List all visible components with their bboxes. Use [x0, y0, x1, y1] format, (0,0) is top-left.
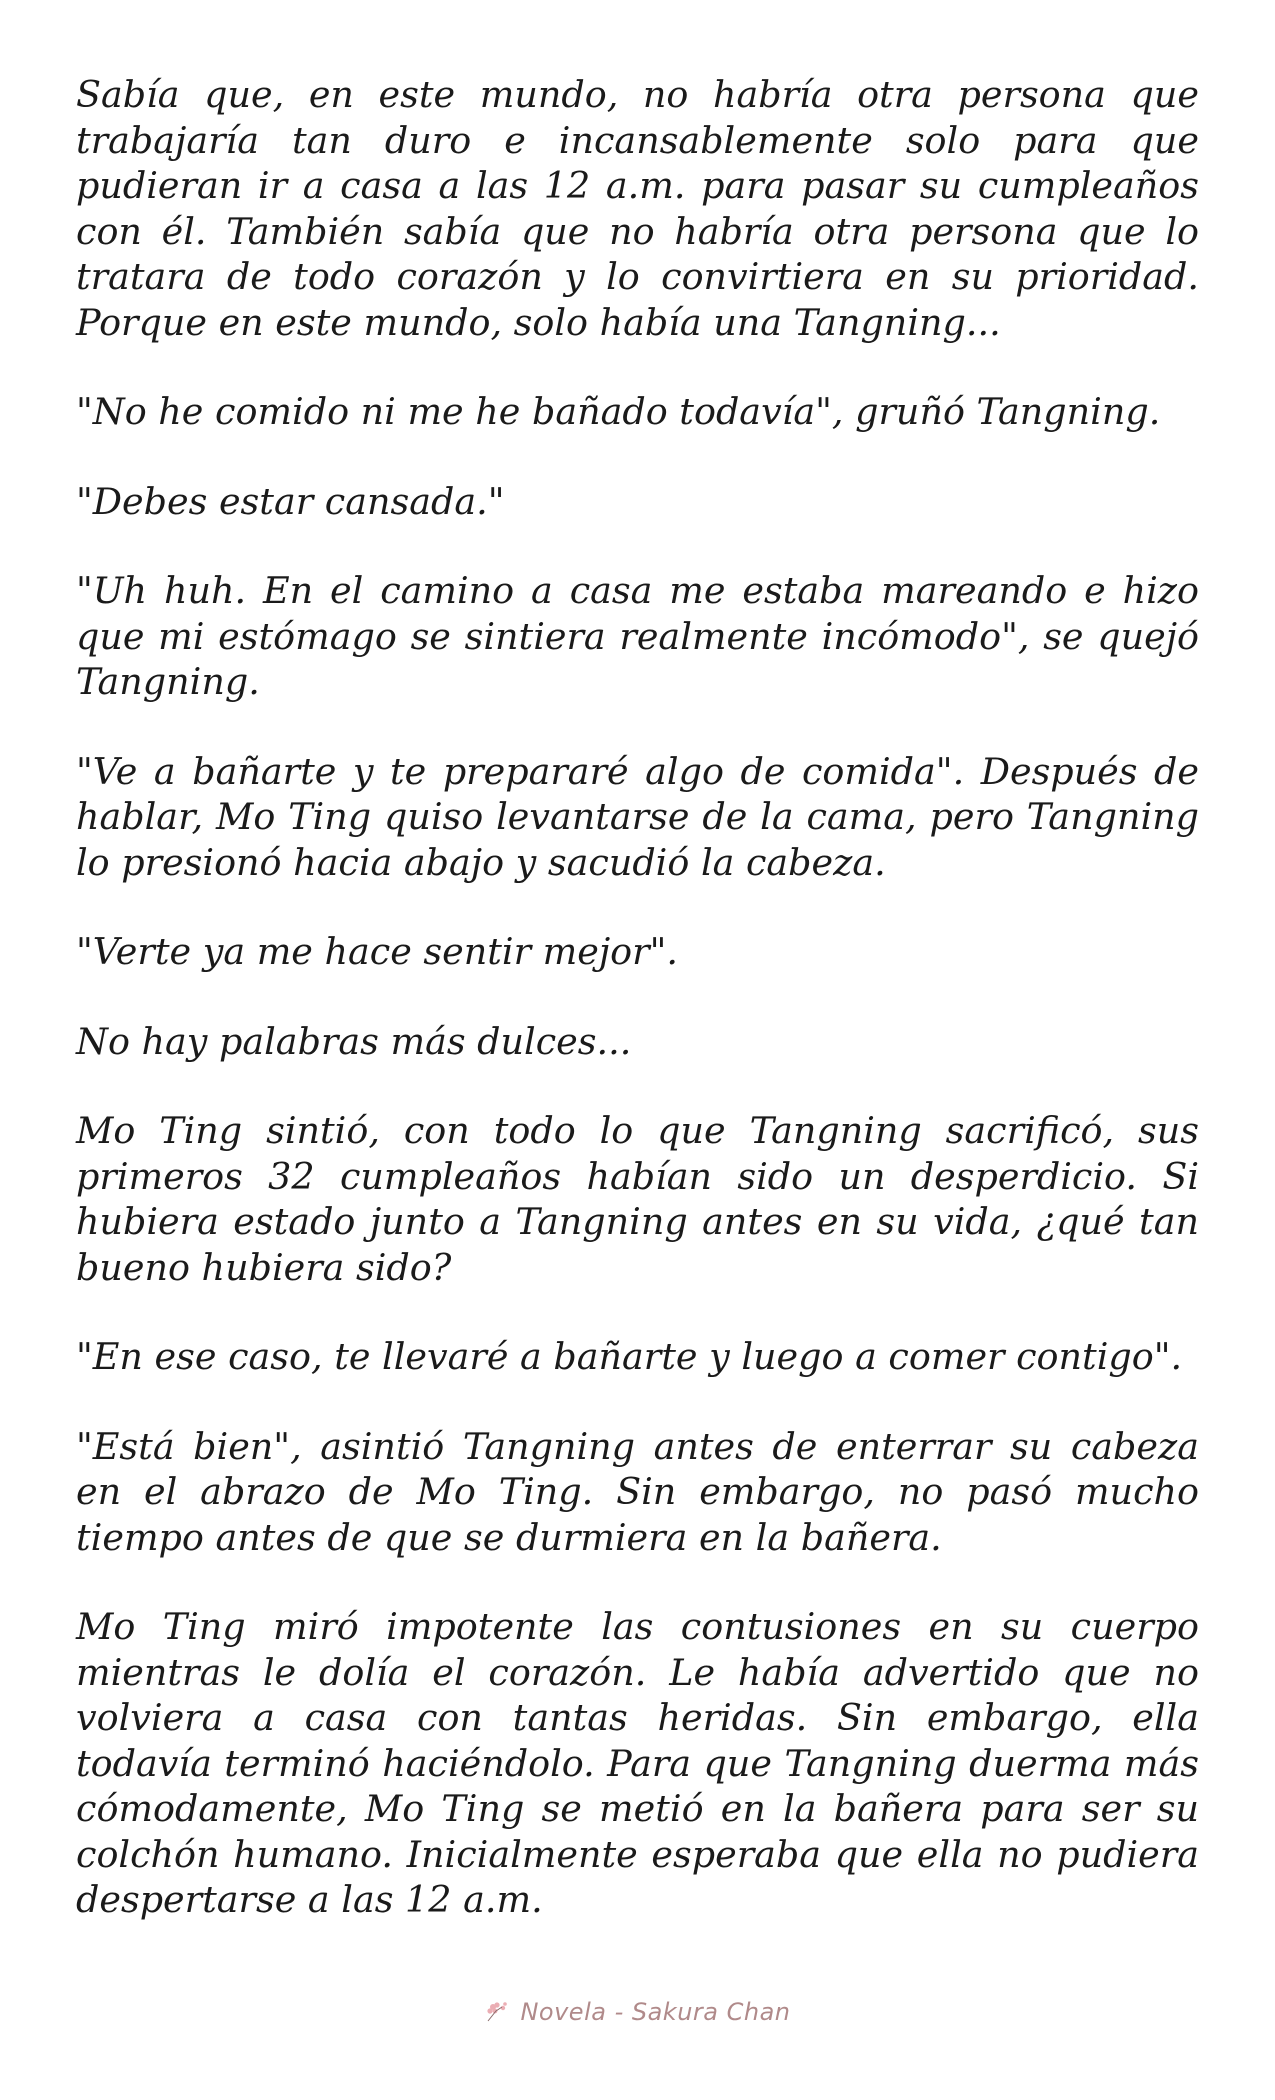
paragraph: Mo Ting miró impotente las contusiones en su cuerpo mientras le dolía el corazón. Le había advertido que no volviera a casa con tantas heridas. Sin embargo, ella todavía terminó haciéndolo. Para que Tangning duerma más cómodamente, Mo Ting se metió en la bañera para ser su colchón humano. Inicialmente esperaba que ella no pudiera despertarse a las 12 a.m. — [76, 1605, 1199, 1921]
paragraph: "No he comido ni me he bañado todavía", gruñó Tangning. — [76, 390, 1161, 433]
sakura-blossom-icon — [484, 1999, 510, 2025]
paragraph: "Debes estar cansada." — [76, 479, 505, 523]
paragraph: "Está bien", asintió Tangning antes de enterrar su cabeza en el abrazo de Mo Ting. Sin embargo, no pasó mucho tiempo antes de que se durmiera en la bañera. — [76, 1424, 1199, 1559]
document-body — [76, 72, 1199, 1967]
paragraph: "En ese caso, te llevaré a bañarte y luego a comer contigo". — [76, 1335, 1183, 1378]
paragraph: No hay palabras más dulces... — [76, 1019, 632, 1063]
footer-credit — [0, 1992, 1275, 2032]
paragraph: Mo Ting sintió, con todo lo que Tangning sacrificó, sus primeros 32 cumpleaños habían sido un desperdicio. Si hubiera estado junto a Tangning antes en su vida, ¿qué tan bueno hubiera sido? — [76, 1109, 1199, 1289]
paragraph: "Verte ya me hace sentir mejor". — [76, 930, 679, 973]
paragraph: "Ve a bañarte y te prepararé algo de comida". Después de hablar, Mo Ting quiso levantarse de la cama, pero Tangning lo presionó hacia abajo y sacudió la cabeza. — [76, 749, 1199, 884]
paragraph: Sabía que, en este mundo, no habría otra persona que trabajaría tan duro e incansablemente solo para que pudieran ir a casa a las 12 a.m. para pasar su cumpleaños con él. También sabía que no habría otra persona que lo tratara de todo corazón y lo convirtiera en su prioridad. Porque en este mundo, solo había una Tangning... — [76, 73, 1199, 344]
paragraph: "Uh huh. En el camino a casa me estaba mareando e hizo que mi estómago se sintiera realmente incómodo", se quejó Tangning. — [76, 569, 1199, 703]
credit-text: Novela - Sakura Chan — [520, 1998, 791, 2026]
